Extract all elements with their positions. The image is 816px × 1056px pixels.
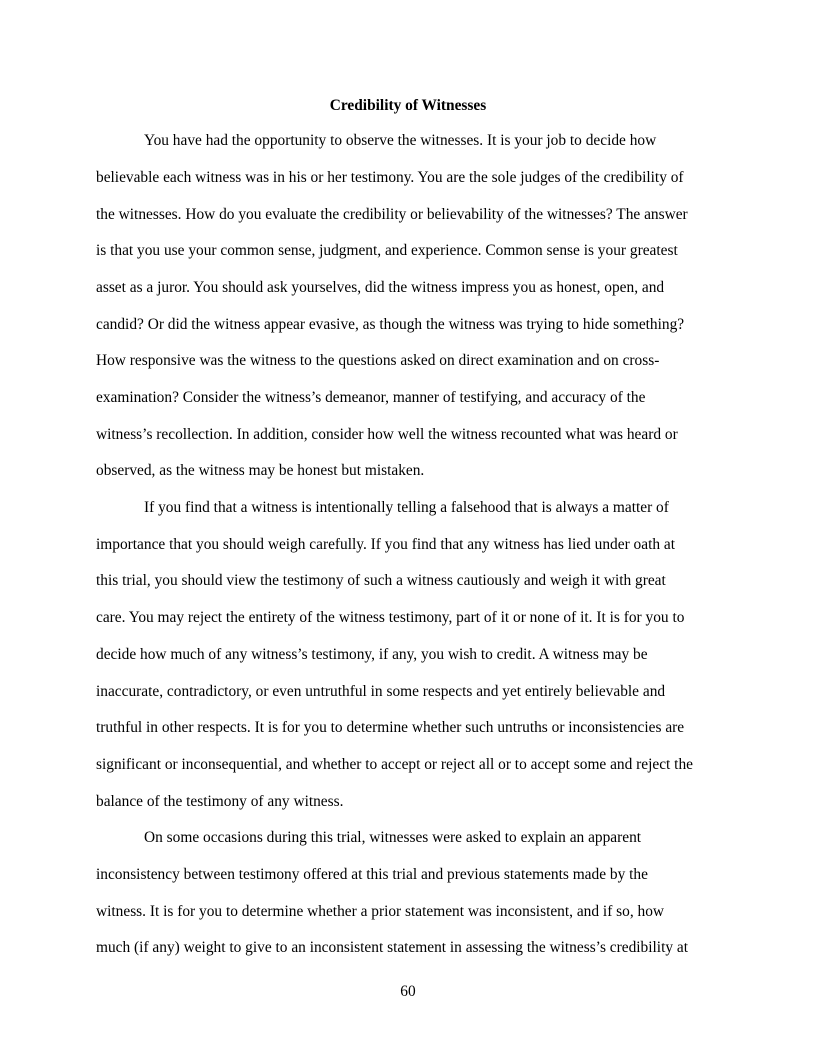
paragraph-line: much (if any) weight to give to an inconsistent statement in assessing the witness’s credibility at — [96, 939, 688, 956]
paragraph-line: this trial, you should view the testimony of such a witness cautiously and weigh it with great — [96, 572, 666, 589]
paragraph-line: asset as a juror. You should ask yourselves, did the witness impress you as honest, open, and — [96, 279, 665, 296]
page-number: 60 — [400, 983, 416, 1000]
paragraph-line: importance that you should weigh carefully. If you find that any witness has lied under oath at — [96, 536, 675, 553]
paragraph-line: believable each witness was in his or her testimony. You are the sole judges of the credibility of — [96, 169, 684, 186]
paragraph-line: witness. It is for you to determine whether a prior statement was inconsistent, and if so, how — [96, 903, 665, 920]
paragraph-line: the witnesses. How do you evaluate the credibility or believability of the witnesses? The answer — [96, 206, 688, 223]
paragraph-line: is that you use your common sense, judgment, and experience. Common sense is your greatest — [96, 242, 678, 259]
paragraph-line: care. You may reject the entirety of the witness testimony, part of it or none of it. It is for you to — [96, 609, 685, 626]
paragraph-line: witness’s recollection. In addition, consider how well the witness recounted what was heard or — [96, 426, 678, 443]
paragraph-line: truthful in other respects. It is for you to determine whether such untruths or inconsistencies are — [96, 719, 685, 736]
paragraph-line: examination? Consider the witness’s demeanor, manner of testifying, and accuracy of the — [96, 389, 646, 406]
paragraph-line: candid? Or did the witness appear evasive, as though the witness was trying to hide something? — [96, 316, 685, 333]
paragraph-line: significant or inconsequential, and whether to accept or reject all or to accept some and reject the — [96, 756, 693, 773]
paragraph-line: decide how much of any witness’s testimony, if any, you wish to credit. A witness may be — [96, 646, 648, 663]
page-title: Credibility of Witnesses — [329, 97, 487, 114]
paragraph-line: inaccurate, contradictory, or even untruthful in some respects and yet entirely believable and — [96, 683, 666, 700]
paragraph-line: balance of the testimony of any witness. — [96, 793, 344, 810]
paragraph-line: observed, as the witness may be honest but mistaken. — [96, 462, 425, 479]
paragraph-line: If you find that a witness is intentionally telling a falsehood that is always a matter of — [144, 499, 669, 516]
paragraph-line: inconsistency between testimony offered at this trial and previous statements made by the — [96, 866, 648, 883]
paragraph-line: On some occasions during this trial, witnesses were asked to explain an apparent — [144, 829, 642, 846]
paragraph-line: You have had the opportunity to observe the witnesses. It is your job to decide how — [144, 132, 657, 149]
paragraph-line: How responsive was the witness to the questions asked on direct examination and on cross- — [96, 352, 660, 369]
